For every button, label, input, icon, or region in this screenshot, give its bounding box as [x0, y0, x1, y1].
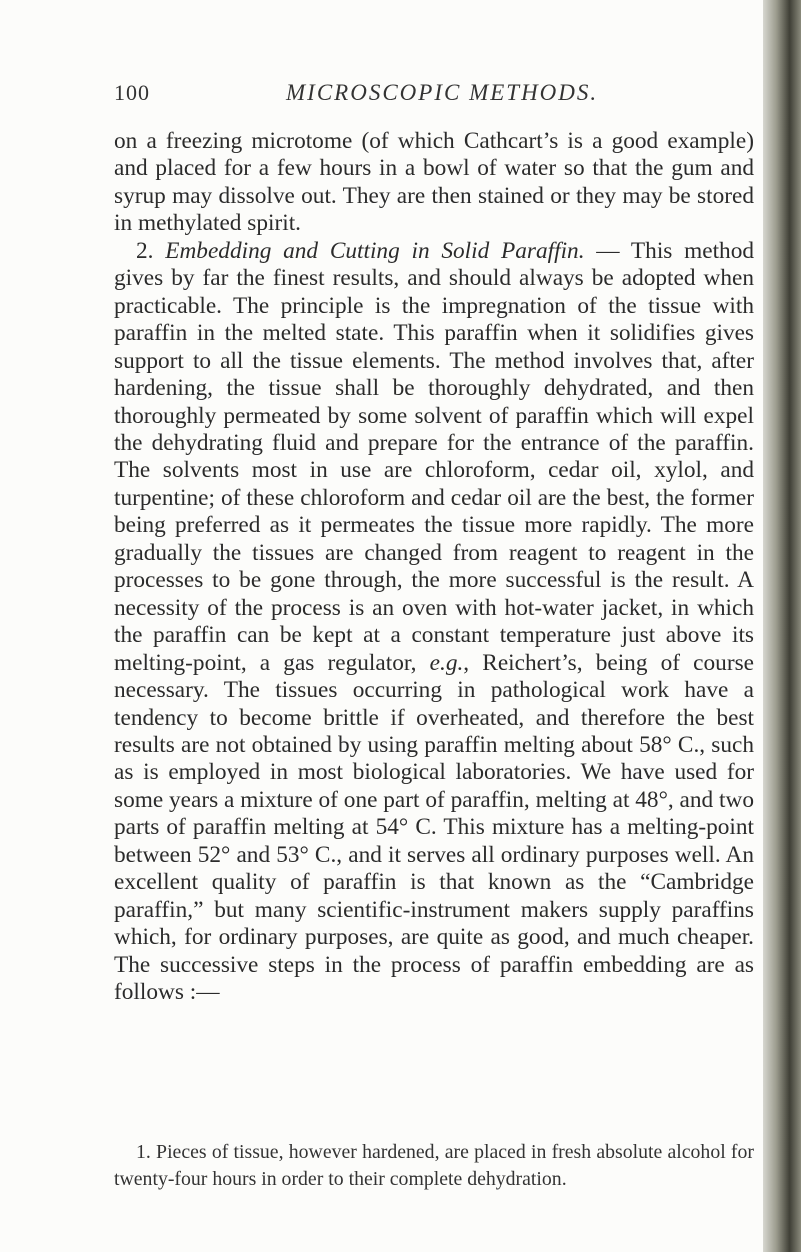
running-head: MICROSCOPIC METHODS.	[286, 80, 599, 105]
section-text: — This method gives by far the finest results, and should always be adopted when practicable. The principle is the impregnation of the tissue with paraffin in the melted state. This paraffin when it solidifies gives support to all the tissue elements. The method involves that, after hardening, the tissue shall be thoroughly dehydrated, and then thoroughly permeated by some solvent of paraffin which will expel the dehydrating fluid and prepare for the entrance of the paraffin. The solvents most in use are chloroform, cedar oil, xylol, and turpentine; of these chloroform and cedar oil are the best, the former being preferred as it permeates the tissue more rapidly. The more gradually the tissues are changed from reagent to reagent in the processes to be gone through, the more successful is the result. A necessity of the process is an oven with hot-water jacket, in which the paraffin can be kept at a constant temperature just above its melting-point, a gas regulator,	[114, 237, 754, 676]
page-header	[114, 80, 754, 110]
numbered-step	[114, 1139, 754, 1193]
section-text-continued: , Reichert’s, being of course necessary. The tissues occurring in pathological work have a tendency to become brittle if overheated, and therefore the best results are not obtained by using paraffin melting about 58° C., such as is employed in most biological laboratories. We have used for some years a mixture of one part of paraffin, melting at 48°, and two parts of paraffin melting at 54° C. This mixture has a melting-point between 52° and 53° C., and it serves all ordinary purposes well. An excellent quality of paraffin is that known as the “Cambridge paraffin,” but many scientific-instrument makers supply paraffins which, for ordinary purposes, are quite as good, and much cheaper. The successive steps in the process of paraffin embedding are as follows :—	[114, 649, 754, 1006]
paragraph-section-2	[114, 238, 754, 1007]
book-spine-edge	[763, 0, 801, 1252]
step-1-text: 1. Pieces of tissue, however hardened, are placed in fresh absolute alcohol for twenty-four hours in order to their complete dehydration.	[114, 1141, 754, 1190]
section-heading: Embedding and Cutting in Solid Paraffin.	[165, 237, 585, 264]
page-number: 100	[114, 80, 150, 105]
body-text	[114, 128, 754, 1007]
paragraph-continuation: on a freezing microtome (of which Cathcart’s is a good example) and placed for a few hours in a bowl of water so that the gum and syrup may dissolve out. They are then stained or they may be stored in methylated spirit.	[114, 128, 754, 237]
section-number: 2.	[136, 237, 154, 264]
eg-abbrev: e.g.	[429, 649, 464, 676]
